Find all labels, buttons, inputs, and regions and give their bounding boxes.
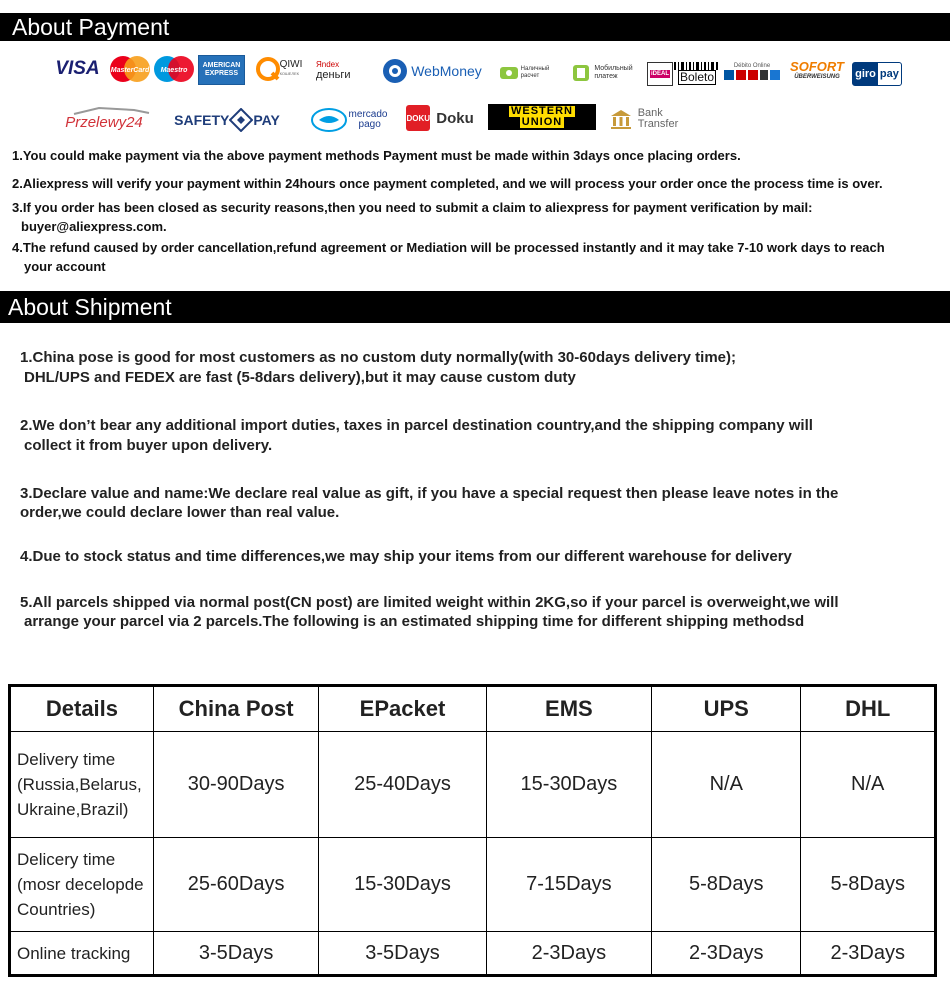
- maestro-icon: [153, 55, 195, 83]
- qiwi-sub-text: КОШЕЛЕК: [279, 71, 299, 76]
- shipment-note-5-cont: arrange your parcel via 2 parcels.The following is an estimated shipping time for different shipping methodsd: [24, 613, 805, 630]
- qiwi-text: QIWI: [279, 59, 303, 70]
- przelewy24-logo: [54, 104, 154, 132]
- header-dhl: DHL: [801, 686, 936, 732]
- shipment-note-2-cont: collect it from buyer upon delivery.: [24, 437, 273, 454]
- mobile-text-1: Мобильный: [594, 65, 633, 72]
- bank-text-2: Transfer: [637, 118, 679, 130]
- payment-email: buyer@aliexpress.com.: [21, 219, 167, 234]
- mercadopago-logo: [306, 106, 392, 134]
- table-row: [10, 838, 936, 932]
- yandex-money-logo: [316, 57, 376, 83]
- table-cell: 15-30Days: [319, 838, 486, 932]
- row-label-line: Delivery time: [17, 750, 116, 769]
- ideal-text: iDEAL: [651, 71, 669, 77]
- header-details: Details: [10, 686, 154, 732]
- table-row: [10, 932, 936, 976]
- shipment-note-3: 3.Declare value and name:We declare real value as gift, if you have a special request then please leave notes in the: [20, 485, 839, 502]
- row-label-delivery-time: [10, 732, 154, 838]
- przelewy-text: Przelewy24: [65, 113, 143, 131]
- yandex-text-1: Яndex: [316, 60, 340, 69]
- cash-logo: [493, 62, 555, 84]
- table-cell: 2-3Days: [652, 932, 801, 976]
- safety-pay-text: PAY: [253, 112, 280, 128]
- bank-building-icon: [610, 108, 632, 130]
- payment-note-3: 3.If you order has been closed as security reasons,then you need to submit a claim to aliexpress for payment verification by mail:: [12, 200, 813, 215]
- cash-text-2: расчет: [520, 73, 540, 79]
- row-label-line: Ukraine,Brazil): [17, 800, 129, 819]
- bank-cards-icon: [724, 69, 780, 81]
- shipment-section-title: About Shipment: [0, 291, 950, 323]
- table-cell: 25-40Days: [319, 732, 486, 838]
- mercadopago-handshake-icon: [311, 108, 347, 132]
- payment-note-2: 2.Aliexpress will verify your payment within 24hours once payment completed, and we will process your order once the process time is over.: [12, 176, 883, 191]
- sofort-text: SOFORT: [790, 59, 844, 74]
- cash-icon: [499, 65, 519, 81]
- qiwi-icon: [256, 57, 280, 81]
- maestro-logo: [153, 55, 195, 83]
- table-cell: N/A: [801, 732, 936, 838]
- header-epacket: EPacket: [319, 686, 486, 732]
- table-cell: 15-30Days: [486, 732, 651, 838]
- table-row: [10, 732, 936, 838]
- header-china-post: China Post: [153, 686, 318, 732]
- debito-text: Débito Online: [733, 63, 771, 69]
- amex-text-2: EXPRESS: [204, 70, 239, 77]
- shipment-note-1-cont: DHL/UPS and FEDEX are fast (5-8dars delivery),but it may cause custom duty: [24, 369, 576, 386]
- ideal-logo: [647, 62, 673, 86]
- row-label-online-tracking: [10, 932, 154, 976]
- shipment-note-1: 1.China pose is good for most customers as no custom duty normally(with 30-60days delivery time);: [20, 349, 737, 366]
- giropay-logo: [852, 62, 902, 86]
- qiwi-logo: [248, 55, 310, 83]
- row-label-line: Online tracking: [17, 943, 131, 963]
- bank-text-1: Bank: [637, 107, 663, 119]
- webmoney-logo: [380, 57, 484, 85]
- row-label-line: Delicery time: [17, 850, 116, 869]
- row-label-line: (mosr decelopde: [17, 875, 144, 894]
- table-cell: 5-8Days: [652, 838, 801, 932]
- boleto-logo: [673, 60, 721, 86]
- yandex-text-2: деньги: [316, 69, 351, 81]
- mastercard-logo: [108, 55, 152, 83]
- shipping-time-table: [8, 684, 937, 977]
- doku-text: Doku: [436, 109, 474, 127]
- western-text: WESTERN: [511, 105, 573, 117]
- shipment-note-5: 5.All parcels shipped via normal post(CN post) are limited weight within 2KG,so if your parcel is overweight,we will: [20, 594, 839, 611]
- header-ems: EMS: [486, 686, 651, 732]
- row-label-delicery-time: [10, 838, 154, 932]
- webmoney-text: WebMoney: [411, 63, 482, 79]
- union-text: UNION: [521, 116, 563, 128]
- giro-text: giro: [853, 63, 878, 85]
- table-cell: 25-60Days: [153, 838, 318, 932]
- table-cell: 2-3Days: [801, 932, 936, 976]
- table-header-row: [10, 686, 936, 732]
- mercado-text-2: pago: [358, 119, 381, 130]
- row-label-line: (Russia,Belarus,: [17, 775, 142, 794]
- amex-logo: [198, 55, 245, 85]
- barcode-icon: [674, 62, 720, 70]
- payment-note-4-cont: your account: [24, 259, 106, 274]
- table-cell: 30-90Days: [153, 732, 318, 838]
- mobile-payment-logo: [564, 62, 640, 84]
- mobile-text-2: платеж: [594, 73, 618, 80]
- table-cell: 5-8Days: [801, 838, 936, 932]
- shipment-note-4: 4.Due to stock status and time differences,we may ship your items from our different warehouse for delivery: [20, 548, 792, 565]
- shipment-note-3-cont: order,we could declare lower than real value.: [20, 504, 340, 521]
- sofort-logo: [786, 60, 848, 84]
- western-union-logo: [488, 104, 596, 130]
- shipment-note-2: 2.We don’t bear any additional import duties, taxes in parcel destination country,and the shipping company will: [20, 417, 813, 434]
- table-cell: 3-5Days: [153, 932, 318, 976]
- table-cell: 2-3Days: [486, 932, 651, 976]
- sofort-sub-text: ÜBERWEISUNG: [794, 74, 840, 80]
- mercado-text-1: mercado: [348, 109, 388, 120]
- maestro-text: Maestro: [160, 67, 188, 74]
- doku-icon: DOKU: [406, 105, 430, 131]
- row-label-line: Countries): [17, 900, 96, 919]
- table-cell: 7-15Days: [486, 838, 651, 932]
- pay-text: pay: [879, 68, 899, 80]
- amex-text-1: AMERICAN: [202, 62, 241, 69]
- table-cell: 3-5Days: [319, 932, 486, 976]
- payment-note-1: 1.You could make payment via the above payment methods Payment must be made within 3days once placing orders.: [12, 148, 741, 163]
- visa-logo: VISA: [55, 58, 100, 79]
- boleto-text: Boleto: [679, 69, 715, 84]
- bank-transfer-logo: [608, 106, 680, 132]
- header-ups: UPS: [652, 686, 801, 732]
- webmoney-icon: [382, 58, 408, 84]
- safetypay-diamond-icon: [229, 108, 253, 132]
- payment-section-title: About Payment: [0, 13, 950, 41]
- table-cell: N/A: [652, 732, 801, 838]
- mobile-payment-icon: [571, 64, 591, 82]
- mastercard-text: MasterCard: [110, 67, 150, 74]
- safetypay-logo: [163, 108, 291, 132]
- cash-text-1: Наличный: [520, 66, 550, 72]
- doku-logo: [402, 105, 478, 131]
- safety-text: SAFETY: [174, 112, 230, 128]
- mastercard-icon: [108, 55, 152, 83]
- debito-online-logo: [722, 60, 782, 84]
- payment-note-4: 4.The refund caused by order cancellation,refund agreement or Mediation will be processed instantly and it may take 7-10 work days to reach: [12, 240, 885, 255]
